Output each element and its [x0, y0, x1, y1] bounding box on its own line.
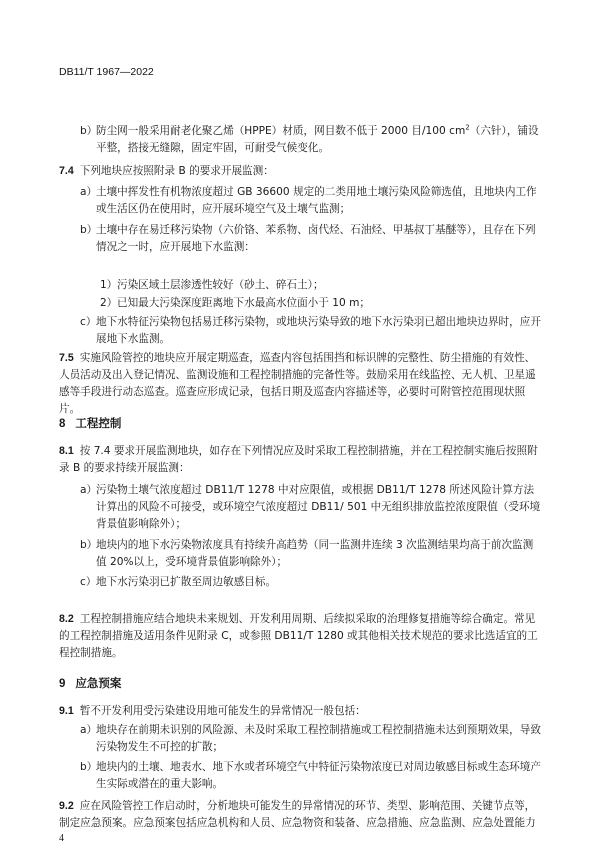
item-text: 地块存在前期未识别的风险源、未及时采取工程控制措施或工程控制措施未达到预期效果，导致污染物发生不可控的扩散； [96, 724, 541, 753]
item-text: 地块内的土壤、地表水、地下水或者环境空气中特征污染物浓度已对周边敏感目标或生态环境产生实际或潜在的重大影响。 [96, 761, 541, 790]
clause-number: 8.1 [59, 445, 74, 457]
item-marker: a） [80, 724, 98, 736]
item-marker: b） [80, 539, 98, 551]
clause-8-2 [59, 611, 541, 662]
clause-number: 7.4 [59, 165, 74, 177]
item-marker: a） [80, 186, 98, 198]
item-text: 防尘网一般采用耐老化聚乙烯（HPPE）材质，网目数不低于 2000 目/100 $cm^2$（六针），铺设平整，搭接无缝隙，固定牢固，可耐受气候变化。 [96, 123, 539, 154]
chapter-title: 应急预案 [75, 676, 122, 690]
item-marker: a） [80, 484, 98, 496]
clause-number: 9.1 [59, 705, 74, 717]
item-text: 污染物土壤气浓度超过 DB11/T 1278 中对应限值，或根据 DB11/T 1278 所述风险计算方法计算出的风险不可接受，或环境空气浓度超过 DB11/ 501 中无组织排放监控浓度限值（受环境背景值影响除外）； [96, 484, 541, 530]
chapter-heading [59, 675, 121, 691]
document-code-header: DB11/T 1967—2022 [59, 66, 154, 78]
item-text: 土壤中挥发性有机物浓度超过 GB 36600 规定的二类用地土壤污染风险筛选值，且地块内工作或生活区仍在使用时，应开展环境空气及土壤气监测； [96, 186, 537, 215]
item-text: 土壤中存在易迁移污染物（六价铬、苯系物、卤代烃、石油烃、甲基叔丁基醚等），且存在下列情况之一时，应开展地下水监测： [96, 224, 536, 253]
item-marker: 1） [100, 279, 118, 291]
clause-9-1 [59, 703, 541, 720]
item-marker: b） [80, 224, 98, 236]
item-text: 地下水污染羽已扩散至周边敏感目标。 [96, 576, 277, 588]
clause-number: 8.2 [59, 613, 74, 625]
clause-number: 7.5 [59, 352, 74, 364]
page-number: 4 [59, 833, 64, 844]
item-text: 已知最大污染深度距离地下水最高水位面小于 10 m； [117, 297, 371, 309]
item-text: 地块内的地下水污染物浓度具有持续升高趋势（同一监测井连续 3 次监测结果均高于前次监测值 20%以上，受环境背景值影响除外）； [96, 539, 534, 568]
clause-text: 下列地块应按照附录 B 的要求开展监测： [79, 165, 274, 177]
clause-9-2 [59, 798, 541, 834]
chapter-heading [59, 415, 121, 431]
clause-8-1 [59, 443, 541, 477]
item-marker: b） [80, 125, 98, 137]
clause-7-5 [59, 350, 541, 418]
clause-text: 按 7.4 要求开展监测地块，如存在下列情况应及时采取工程控制措施，并在工程控制实施后按照附录 B 的要求持续开展监测： [59, 445, 538, 474]
clause-text: 实施风险管控的地块应开展定期巡查，巡查内容包括围挡和标识牌的完整性、防尘措施的有效性、人员活动及出入登记情况、监测设施和工程控制措施的完备性等。鼓励采用在线监控、无人机、卫星遥感等手段进行动态巡查。巡查应形成记录，包括日期及巡查内容描述等，必要时可附管控范围现状照片。 [59, 352, 536, 415]
clause-text: 应在风险管控工作启动时，分析地块可能发生的异常情况的环节、类型、影响范围、关键节点等，制定应急预案。应急预案包括应急机构和人员、应急物资和装备、应急措施、应急监测、应急处置能力 [59, 800, 536, 829]
clause-7-4 [59, 163, 541, 180]
item-text: 污染区域土层渗透性较好（砂土、碎石土）； [117, 279, 324, 291]
item-marker: b） [80, 761, 98, 773]
item-marker: c） [80, 316, 97, 328]
clause-text: 工程控制措施应结合地块未来规划、开发利用周期、后续拟采取的治理修复措施等综合确定。常见的工程控制措施及适用条件见附录 C，或参照 DB11/T 1280 或其他相关技术规范的要求比选适宜的工程控制措施。 [59, 613, 538, 659]
clause-text: 暂不开发利用受污染建设用地可能发生的异常情况一般包括： [79, 705, 366, 717]
chapter-number: 9 [59, 678, 66, 690]
clause-number: 9.2 [59, 800, 74, 812]
chapter-title: 工程控制 [75, 416, 122, 430]
item-text: 地下水特征污染物包括易迁移污染物，或地块污染导致的地下水污染羽已超出地块边界时，应开展地下水监测。 [96, 316, 541, 345]
item-marker: c） [80, 576, 97, 588]
item-marker: 2） [100, 297, 118, 309]
chapter-number: 8 [59, 418, 66, 430]
